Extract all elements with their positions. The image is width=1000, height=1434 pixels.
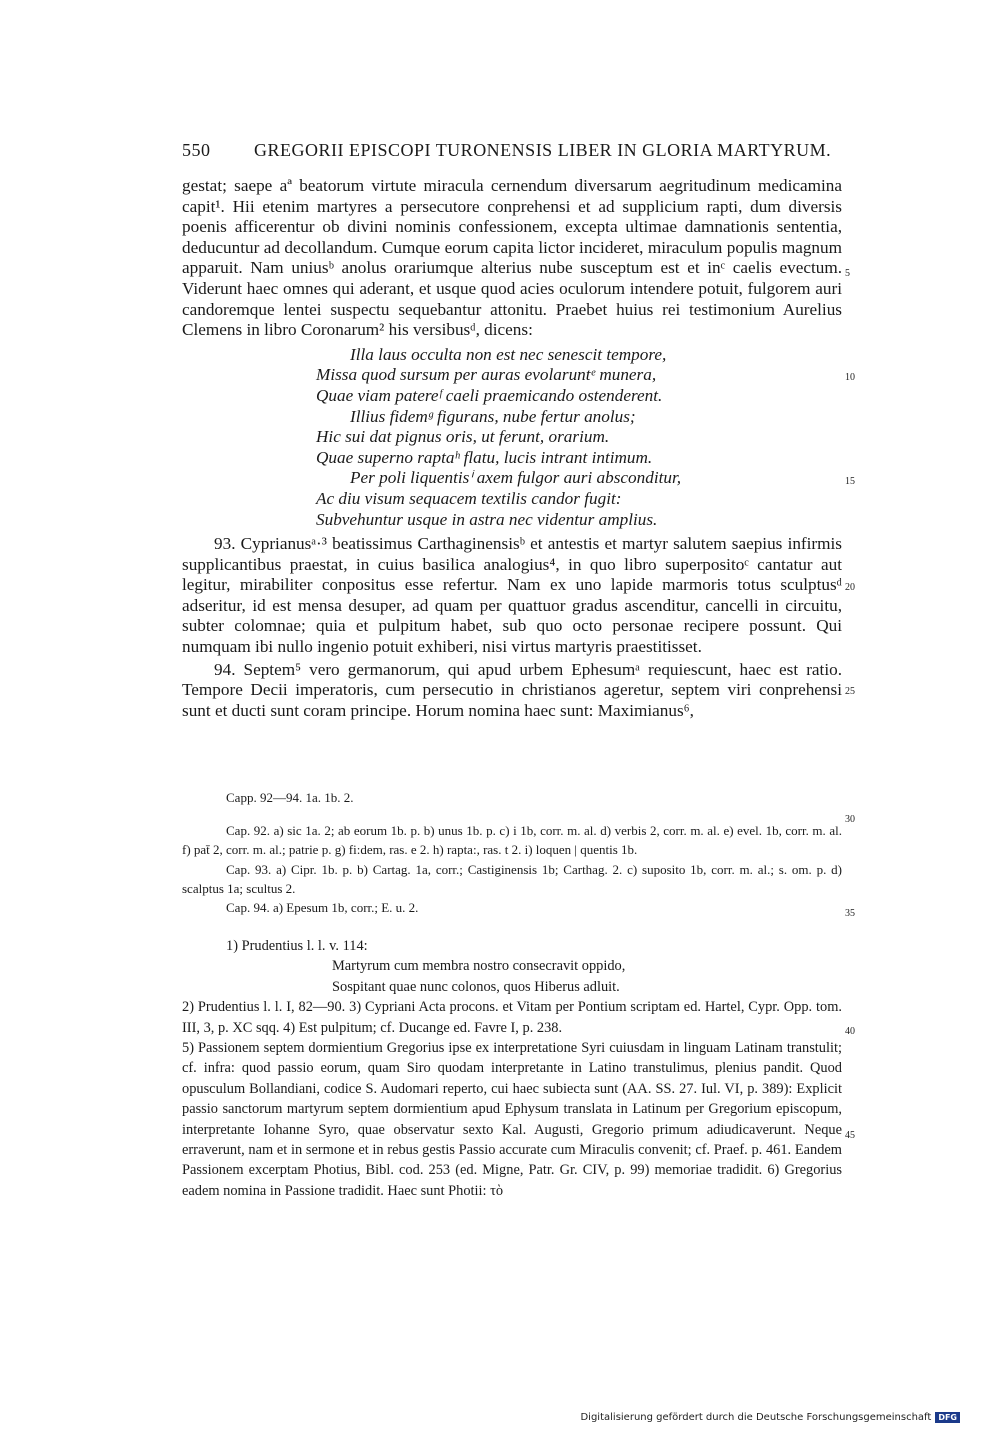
verse-line: Ac diu visum sequacem textilis candor fugit: <box>316 488 622 508</box>
line-number: 5 <box>845 268 850 279</box>
verse-line: Quae viam patereᶠ caeli praemicando ostenderent. <box>316 385 663 405</box>
apparatus-cap-93: Cap. 93. a) Cipr. 1b. p. b) Cartag. 1a, corr.; Castiginensis 1b; Carthag. 2. c) suposito 1b, corr. m. al.; s. om. p. d) scalptus 1a; scultus 2. <box>182 861 842 896</box>
footnote-1-quote-line: Martyrum cum membra nostro consecravit oppido, <box>332 958 626 975</box>
critical-apparatus <box>182 788 842 917</box>
line-number: 35 <box>845 908 855 919</box>
digitization-credit <box>580 1412 960 1423</box>
verse-quotation <box>316 345 842 530</box>
footnote-1-head: 1) Prudentius l. l. v. 114: <box>226 938 368 954</box>
footnote-1-quote-line: Sospitant quae nunc colonos, quos Hiberus adluit. <box>332 978 620 995</box>
paragraph-93: 93. Cyprianusᵃ·³ beatissimus Carthaginensisᵇ et antestis et martyr salutem saepius infirmis supplicantibus praestat, in cuius basilica analogius⁴, in quo libro superpositoᶜ cantatur aut legitur, mirabiliter conpositus esse refertur. Nam ex uno lapide marmoris totus sculptusᵈ adseritur, id est mensa desuper, ad quam per quattuor gradus ascenditur, cancelli in circuitu, subter colomnae; quia et pulpitum habet, sub quo octo personae recipere possunt. Qui numquam ibi nullo ingenio potuit exhiberi, nisi virtus martyris praestitisset. <box>182 534 842 657</box>
dfg-logo: DFG <box>935 1412 960 1423</box>
verse-line: Subvehuntur usque in astra nec videntur amplius. <box>316 509 658 529</box>
apparatus-cap-92: Cap. 92. a) sic 1a. 2; ab eorum 1b. p. b) unus 1b. p. c) i 1b, corr. m. al. d) verbis 2, corr. m. al. e) evel. 1b, corr. m. al. f) pat̄ 2, corr. m. al.; patrie p. g) fi:dem, ras. e 2. h) rapta:, ras. t 2. i) loquen | quentis 1b. <box>182 823 842 858</box>
line-number: 40 <box>845 1026 855 1037</box>
page-number: 550 <box>182 140 211 160</box>
verse-line: Illius fidemᵍ figurans, nube fertur anolus; <box>350 406 636 426</box>
main-text <box>182 176 842 721</box>
verse-line: Illa laus occulta non est nec senescit tempore, <box>350 344 667 364</box>
paragraph-94: 94. Septem⁵ vero germanorum, qui apud urbem Ephesumᵃ requiescunt, haec est ratio. Tempore Decii imperatoris, cum persecutio in christianos ageretur, septem viri conprehensi sunt et ducti sunt coram principe. Horum nomina haec sunt: Maximianus⁶, <box>182 659 842 720</box>
verse-line: Quae superno raptaʰ flatu, lucis intrant intimum. <box>316 447 653 467</box>
verse-line: Hic sui dat pignus oris, ut ferunt, orarium. <box>316 427 610 447</box>
footnotes-2-4: 2) Prudentius l. l. I, 82—90. 3) Cypriani Acta procons. et Vitam per Pontium scriptam ed. Hartel, Cypr. Opp. tom. III, 3, p. XC sqq. 4) Est pulpitum; cf. Ducange ed. Favre I, p. 238. <box>182 999 842 1036</box>
line-number: 20 <box>845 582 855 593</box>
credit-text: Digitalisierung gefördert durch die Deutsche Forschungsgemeinschaft <box>580 1412 932 1423</box>
line-number: 45 <box>845 1130 855 1141</box>
line-number: 15 <box>845 476 855 487</box>
line-number: 10 <box>845 372 855 383</box>
verse-line: Per poli liquentisⁱ axem fulgor auri absconditur, <box>350 468 682 488</box>
running-header <box>182 140 832 164</box>
paragraph-92-continued: gestat; saepe aª beatorum virtute miracula cernendum diversarum aegritudinum medicamina capit¹. Hii etenim martyres a persecutore conprehensi et ad supplicium rapti, dum diversis poenis afficerentur ob divini nominis confessionem, excepta ultimae damnationis sententia, deducuntur ad decollandum. Cumque eorum capita lictor incideret, miraculum populis magnum apparuit. Nam uniusᵇ anolus orariumque alterius nube susceptum est et inᶜ caelis evectum. Viderunt haec omnes qui aderant, et usque quod acies oculorum intendere potuit, fulgorem auri candoremque lentei suspectu sequebantur attonitu. Praebet huius rei testimonium Aurelius Clemens in libro Coronarum² his versibusᵈ, dicens: <box>182 176 842 340</box>
footnotes <box>182 936 842 1201</box>
apparatus-capp: Capp. 92—94. 1a. 1b. 2. <box>226 790 354 805</box>
line-number: 25 <box>845 686 855 697</box>
footnotes-5-6: 5) Passionem septem dormientium Gregorius ipse ex interpretatione Syri cuiusdam in linguam Latinam transtulit; cf. infra: quod passio eorum, quam Siro quodam interpretante in Latino transtulimus, plenius pandit. Quod opusculum Bollandiani, codice S. Audomari reperto, cui haec subiecta sunt (AA. SS. 27. Iul. VI, p. 389): Explicit passio sanctorum martyrum septem dormientium apud Ephysum translata in Latinum per Gregorium episcopum, interpretante Iohanne Syro, quae observatur sexto Kal. Augusti, Gregorio primum adiudicaverunt. Neque erraverunt, nam et in sermone et in rebus gestis Passio accurate cum Miraculis convenit; cf. Praef. p. 461. Eandem Passionem excerptam Photius, Bibl. cod. 253 (ed. Migne, Patr. Gr. CIV, p. 99) memoriae tradidit. 6) Gregorius eadem nomina in Passione tradidit. Haec sunt Photii: τὸ <box>182 1040 842 1199</box>
verse-line: Missa quod sursum per auras evolaruntᵉ munera, <box>316 365 657 385</box>
running-title: GREGORII EPISCOPI TURONENSIS LIBER IN GLORIA MARTYRUM. <box>254 140 832 160</box>
apparatus-cap-94: Cap. 94. a) Epesum 1b, corr.; E. u. 2. <box>226 900 419 916</box>
line-number: 30 <box>845 814 855 825</box>
